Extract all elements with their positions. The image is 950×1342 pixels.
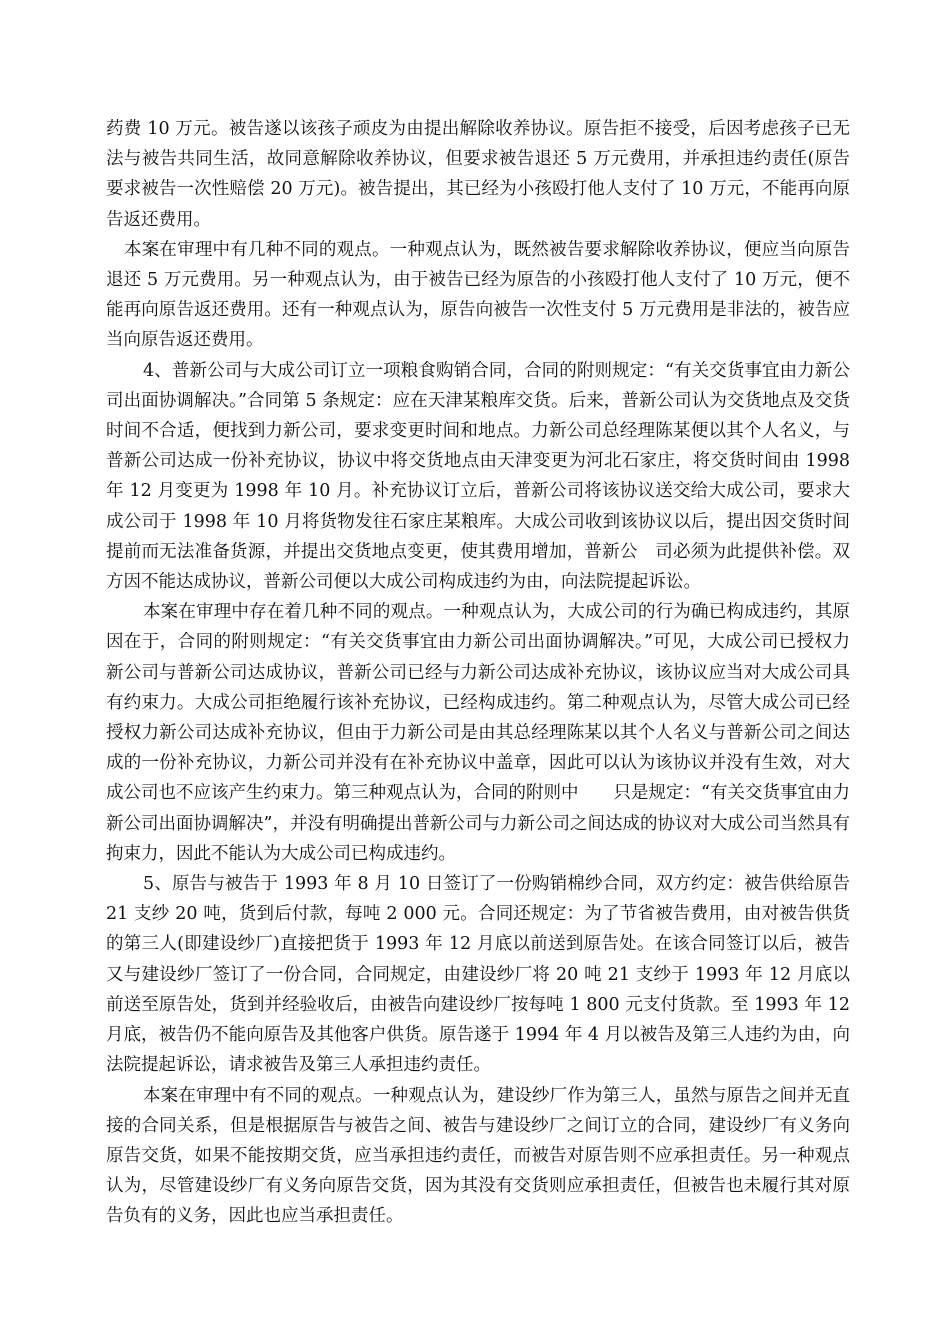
- paragraph-case3-continued: 药费 10 万元。被告遂以该孩子顽皮为由提出解除收养协议。原告拒不接受，后因考虑孩子已无法与被告共同生活，故同意解除收养协议，但要求被告退还 5 万元费用，并承担违约责任(原告要求被告一次性赔偿 20 万元)。被告提出，其已经为小孩殴打他人支付了 10 万元，不能再向原告返还费用。: [106, 119, 850, 230]
- paragraph-case3-opinions: 本案在审理中有几种不同的观点。一种观点认为，既然被告要求解除收养协议，便应当向原告退还 5 万元费用。另一种观点认为，由于被告已经为原告的小孩殴打他人支付了 10 万元，便不能再向原告返还费用。还有一种观点认为，原告向被告一次性支付 5 万元费用是非法的，被告应当向原告返还费用。: [106, 239, 850, 351]
- paragraph-case5-opinions: 本案在审理中有不同的观点。一种观点认为，建设纱厂作为第三人，虽然与原告之间并无直接的合同关系，但是根据原告与被告之间、被告与建设纱厂之间订立的合同，建设纱厂有义务向原告交货，如果不能按期交货，应当承担违约责任，而被告对原告则不应承担责任。另一种观点认为，尽管建设纱厂有义务向原告交货，因为其没有交货则应承担责任，但被告也未履行其对原告负有的义务，因此也应当承担责任。: [106, 1085, 850, 1227]
- paragraph-case4-facts: 4、普新公司与大成公司订立一项粮食购销合同，合同的附则规定：“有关交货事宜由力新公司出面协调解决。”合同第 5 条规定：应在天津某粮库交货。后来，普新公司认为交货地点及交货时间不合适，便找到力新公司，要求变更时间和地点。力新公司总经理陈某便以其个人名义，与普新公司达成一份补充协议，协议中将交货地点由天津变更为河北石家庄，将交货时间由 1998 年 12 月变更为 1998 年 10 月。补充协议订立后，普新公司将该协议送交给大成公司，要求大成公司于 1998 年 10 月将货物发往石家庄某粮库。大成公司收到该协议以后，提出因交货时间提前而无法准备货源，并提出交货地点变更，使其费用增加，普新公 司必须为此提供补偿。双方因不能达成协议，普新公司便以大成公司构成违约为由，向法院提起诉讼。: [106, 360, 850, 593]
- paragraph-case5-facts: 5、原告与被告于 1993 年 8 月 10 日签订了一份购销棉纱合同，双方约定：被告供给原告 21 支纱 20 吨，货到后付款，每吨 2 000 元。合同还规定：为了节省被告费用，由对被告供货的第三人(即建设纱厂)直接把货于 1993 年 12 月底以前送到原告处。在该合同签订以后，被告又与建设纱厂签订了一份合同，合同规定，由建设纱厂将 20 吨 21 支纱于 1993 年 12 月底以前送至原告处，货到并经验收后，由被告向建设纱厂按每吨 1 800 元支付货款。至 1993 年 12 月底，被告仍不能向原告及其他客户供货。原告遂于 1994 年 4 月以被告及第三人违约为由，向法院提起诉讼，请求被告及第三人承担违约责任。: [106, 874, 850, 1076]
- document-body: [106, 114, 850, 1232]
- paragraph-case4-opinions: 本案在审理中存在着几种不同的观点。一种观点认为，大成公司的行为确已构成违约，其原因在于，合同的附则规定：“有关交货事宜由力新公司出面协调解决。”可见，大成公司已授权力新公司与普新公司达成协议，普新公司已经与力新公司达成补充协议，该协议应当对大成公司具有约束力。大成公司拒绝履行该补充协议，已经构成违约。第二种观点认为，尽管大成公司已经授权力新公司达成补充协议，但由于力新公司是由其总经理陈某以其个人名义与普新公司之间达成的一份补充协议，力新公司并没有在补充协议中盖章，因此可以认为该协议并没有生效，对大成公司也不应该产生约束力。第三种观点认为，合同的附则中 只是规定：“有关交货事宜由力新公司出面协调解决”，并没有明确提出普新公司与力新公司之间达成的协议对大成公司当然具有拘束力，因此不能认为大成公司已构成违约。: [106, 602, 850, 864]
